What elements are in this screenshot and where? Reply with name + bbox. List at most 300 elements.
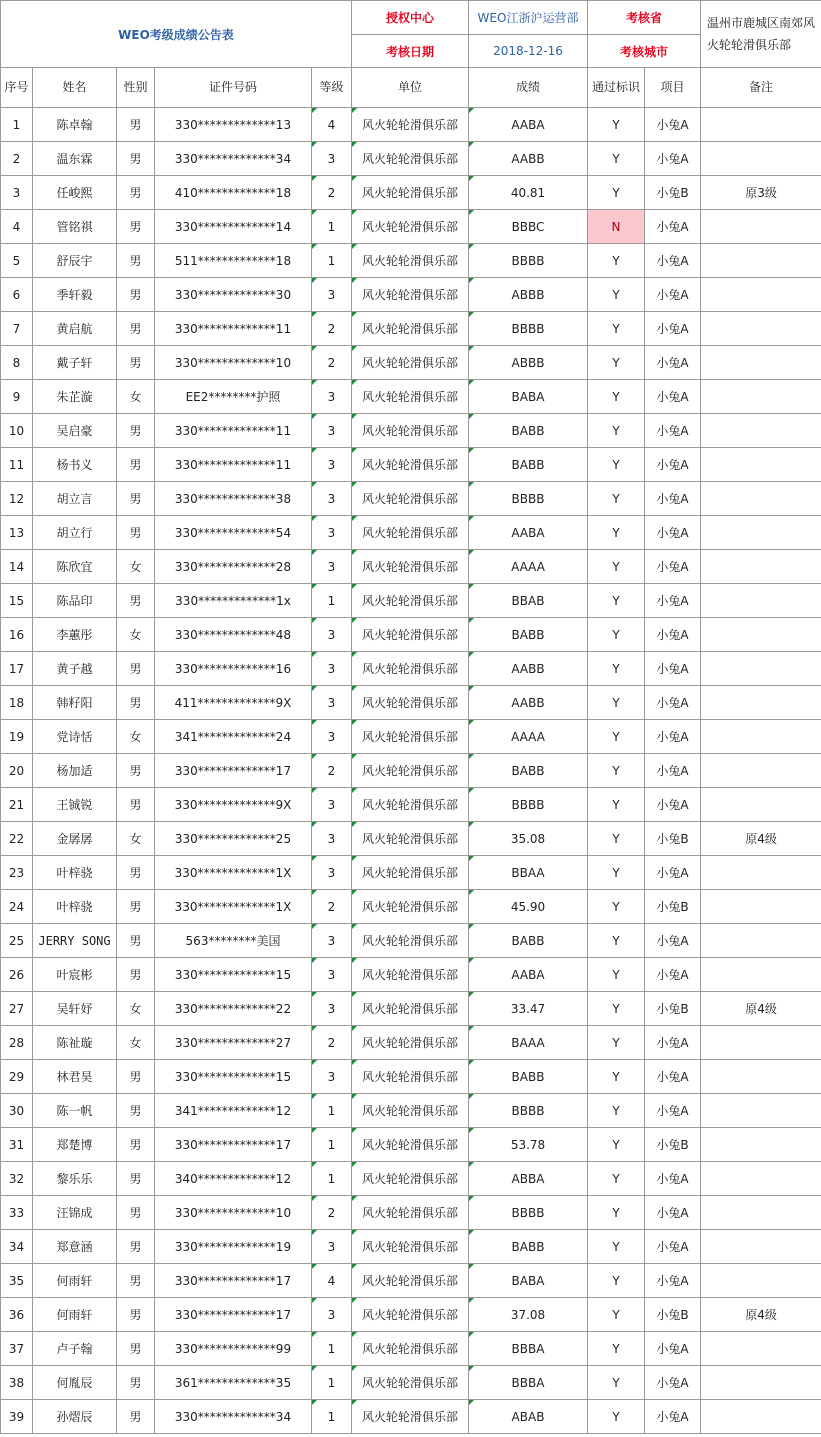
cell-note — [701, 788, 821, 822]
cell-name: 胡立言 — [33, 482, 117, 516]
cell-id: 330*************54 — [155, 516, 312, 550]
cell-name: 杨加适 — [33, 754, 117, 788]
cell-score: 33.47 — [469, 992, 588, 1026]
cell-no: 39 — [1, 1400, 33, 1434]
cell-no: 24 — [1, 890, 33, 924]
cell-id: 330*************30 — [155, 278, 312, 312]
cell-pass: Y — [588, 1264, 645, 1298]
cell-id: 330*************38 — [155, 482, 312, 516]
cell-score: BABB — [469, 618, 588, 652]
cell-sex: 男 — [117, 924, 155, 958]
table-row — [1, 210, 821, 244]
cell-name: 胡立行 — [33, 516, 117, 550]
cell-level: 1 — [312, 210, 352, 244]
cell-score: BABB — [469, 1060, 588, 1094]
cell-name: 管铭祺 — [33, 210, 117, 244]
cell-sex: 男 — [117, 1128, 155, 1162]
cell-id: 330*************9X — [155, 788, 312, 822]
cell-pass: Y — [588, 992, 645, 1026]
cell-no: 33 — [1, 1196, 33, 1230]
cell-unit: 风火轮轮滑俱乐部 — [352, 516, 469, 550]
cell-unit: 风火轮轮滑俱乐部 — [352, 992, 469, 1026]
cell-level: 3 — [312, 1298, 352, 1332]
cell-sex: 男 — [117, 1196, 155, 1230]
cell-score: AABB — [469, 142, 588, 176]
cell-id: 330*************17 — [155, 1298, 312, 1332]
cell-id: 410*************18 — [155, 176, 312, 210]
cell-unit: 风火轮轮滑俱乐部 — [352, 618, 469, 652]
cell-pass: Y — [588, 958, 645, 992]
cell-unit: 风火轮轮滑俱乐部 — [352, 958, 469, 992]
cell-item: 小兔A — [645, 652, 701, 686]
cell-unit: 风火轮轮滑俱乐部 — [352, 414, 469, 448]
cell-level: 3 — [312, 516, 352, 550]
table-row — [1, 516, 821, 550]
cell-note: 原3级 — [701, 176, 821, 210]
cell-sex: 女 — [117, 822, 155, 856]
cell-no: 35 — [1, 1264, 33, 1298]
cell-id: 330*************11 — [155, 312, 312, 346]
cell-level: 3 — [312, 618, 352, 652]
cell-id: 330*************15 — [155, 958, 312, 992]
cell-name: 何雨轩 — [33, 1264, 117, 1298]
cell-no: 26 — [1, 958, 33, 992]
cell-name: 李蕙彤 — [33, 618, 117, 652]
cell-pass: Y — [588, 550, 645, 584]
cell-id: 341*************12 — [155, 1094, 312, 1128]
cell-level: 3 — [312, 686, 352, 720]
cell-pass: Y — [588, 1298, 645, 1332]
cell-score: BAAA — [469, 1026, 588, 1060]
header-row-1 — [1, 1, 821, 35]
cell-note — [701, 1230, 821, 1264]
cell-name: 陈品印 — [33, 584, 117, 618]
cell-item: 小兔A — [645, 1264, 701, 1298]
cell-item: 小兔A — [645, 550, 701, 584]
cell-name: 吴轩妤 — [33, 992, 117, 1026]
cell-note — [701, 1400, 821, 1434]
cell-name: 陈一帆 — [33, 1094, 117, 1128]
cell-item: 小兔A — [645, 210, 701, 244]
cell-no: 2 — [1, 142, 33, 176]
cell-id: 411*************9X — [155, 686, 312, 720]
cell-id: 330*************1X — [155, 890, 312, 924]
cell-sex: 男 — [117, 686, 155, 720]
cell-sex: 男 — [117, 1230, 155, 1264]
cell-pass: Y — [588, 856, 645, 890]
cell-pass: Y — [588, 142, 645, 176]
cell-id: 330*************1X — [155, 856, 312, 890]
cell-note — [701, 1196, 821, 1230]
cell-name: 陈祉璇 — [33, 1026, 117, 1060]
table-row — [1, 1196, 821, 1230]
table-row — [1, 754, 821, 788]
cell-note — [701, 924, 821, 958]
cell-name: 郑意涵 — [33, 1230, 117, 1264]
cell-name: 何雨轩 — [33, 1298, 117, 1332]
cell-unit: 风火轮轮滑俱乐部 — [352, 584, 469, 618]
cell-id: 511*************18 — [155, 244, 312, 278]
cell-no: 38 — [1, 1366, 33, 1400]
auth-center-label: 授权中心 — [352, 1, 469, 35]
cell-item: 小兔A — [645, 1196, 701, 1230]
cell-note — [701, 1264, 821, 1298]
cell-score: BBBC — [469, 210, 588, 244]
cell-score: AABA — [469, 108, 588, 142]
cell-unit: 风火轮轮滑俱乐部 — [352, 108, 469, 142]
cell-level: 3 — [312, 958, 352, 992]
cell-sex: 男 — [117, 414, 155, 448]
province-label: 考核省 — [588, 1, 701, 35]
cell-level: 1 — [312, 1400, 352, 1434]
col-header-item: 项目 — [645, 68, 701, 108]
cell-id: 330*************16 — [155, 652, 312, 686]
cell-score: 45.90 — [469, 890, 588, 924]
page-title: WEO考级成绩公告表 — [1, 1, 352, 68]
cell-name: 季轩毅 — [33, 278, 117, 312]
cell-id: EE2********护照 — [155, 380, 312, 414]
cell-pass: Y — [588, 244, 645, 278]
cell-level: 3 — [312, 142, 352, 176]
cell-pass: Y — [588, 414, 645, 448]
cell-id: 330*************34 — [155, 142, 312, 176]
cell-sex: 男 — [117, 1366, 155, 1400]
city-label: 考核城市 — [588, 35, 701, 68]
col-header-pass: 通过标识 — [588, 68, 645, 108]
cell-score: ABBB — [469, 346, 588, 380]
cell-name: 陈欣宜 — [33, 550, 117, 584]
cell-pass: N — [588, 210, 645, 244]
cell-pass: Y — [588, 1094, 645, 1128]
cell-score: BABB — [469, 448, 588, 482]
cell-score: BBBB — [469, 312, 588, 346]
cell-unit: 风火轮轮滑俱乐部 — [352, 1026, 469, 1060]
cell-id: 330*************1x — [155, 584, 312, 618]
cell-score: BBBB — [469, 482, 588, 516]
cell-score: BABB — [469, 924, 588, 958]
cell-item: 小兔A — [645, 448, 701, 482]
cell-no: 1 — [1, 108, 33, 142]
cell-sex: 男 — [117, 754, 155, 788]
cell-item: 小兔B — [645, 890, 701, 924]
cell-no: 6 — [1, 278, 33, 312]
cell-level: 2 — [312, 890, 352, 924]
cell-score: BABA — [469, 1264, 588, 1298]
cell-item: 小兔A — [645, 244, 701, 278]
cell-item: 小兔A — [645, 584, 701, 618]
cell-pass: Y — [588, 1366, 645, 1400]
cell-pass: Y — [588, 1128, 645, 1162]
cell-no: 21 — [1, 788, 33, 822]
table-row — [1, 856, 821, 890]
table-row — [1, 312, 821, 346]
cell-no: 18 — [1, 686, 33, 720]
cell-sex: 男 — [117, 244, 155, 278]
cell-note — [701, 686, 821, 720]
table-row — [1, 890, 821, 924]
cell-note — [701, 244, 821, 278]
table-row — [1, 1060, 821, 1094]
cell-unit: 风火轮轮滑俱乐部 — [352, 856, 469, 890]
cell-pass: Y — [588, 686, 645, 720]
cell-unit: 风火轮轮滑俱乐部 — [352, 1400, 469, 1434]
table-row — [1, 278, 821, 312]
cell-item: 小兔B — [645, 992, 701, 1026]
cell-note — [701, 720, 821, 754]
cell-note — [701, 958, 821, 992]
cell-level: 1 — [312, 1128, 352, 1162]
cell-level: 1 — [312, 1162, 352, 1196]
cell-sex: 女 — [117, 1026, 155, 1060]
cell-name: 黄子越 — [33, 652, 117, 686]
cell-id: 330*************11 — [155, 414, 312, 448]
cell-level: 3 — [312, 482, 352, 516]
cell-unit: 风火轮轮滑俱乐部 — [352, 1332, 469, 1366]
table-row — [1, 992, 821, 1026]
cell-item: 小兔A — [645, 380, 701, 414]
table-row — [1, 414, 821, 448]
cell-score: AAAA — [469, 550, 588, 584]
col-header-level: 等级 — [312, 68, 352, 108]
cell-note — [701, 1332, 821, 1366]
cell-item: 小兔A — [645, 1162, 701, 1196]
cell-note — [701, 312, 821, 346]
cell-id: 341*************24 — [155, 720, 312, 754]
cell-name: 叶梓骁 — [33, 890, 117, 924]
cell-item: 小兔A — [645, 414, 701, 448]
cell-no: 30 — [1, 1094, 33, 1128]
cell-sex: 女 — [117, 618, 155, 652]
cell-item: 小兔A — [645, 1400, 701, 1434]
cell-pass: Y — [588, 1060, 645, 1094]
cell-note: 原4级 — [701, 992, 821, 1026]
cell-pass: Y — [588, 584, 645, 618]
cell-score: BABB — [469, 754, 588, 788]
cell-no: 10 — [1, 414, 33, 448]
cell-item: 小兔A — [645, 278, 701, 312]
cell-note — [701, 346, 821, 380]
cell-no: 16 — [1, 618, 33, 652]
cell-pass: Y — [588, 924, 645, 958]
cell-name: 温东霖 — [33, 142, 117, 176]
cell-level: 2 — [312, 754, 352, 788]
cell-level: 1 — [312, 584, 352, 618]
cell-no: 34 — [1, 1230, 33, 1264]
cell-sex: 男 — [117, 1264, 155, 1298]
cell-unit: 风火轮轮滑俱乐部 — [352, 720, 469, 754]
location-value: 温州市鹿城区南郊风火轮轮滑俱乐部 — [701, 1, 821, 68]
cell-level: 1 — [312, 1366, 352, 1400]
cell-no: 14 — [1, 550, 33, 584]
cell-name: 何胤辰 — [33, 1366, 117, 1400]
col-header-note: 备注 — [701, 68, 821, 108]
table-row — [1, 346, 821, 380]
cell-sex: 男 — [117, 1400, 155, 1434]
table-row — [1, 1094, 821, 1128]
cell-no: 20 — [1, 754, 33, 788]
table-row — [1, 448, 821, 482]
cell-unit: 风火轮轮滑俱乐部 — [352, 652, 469, 686]
cell-level: 3 — [312, 380, 352, 414]
cell-name: 任峻熙 — [33, 176, 117, 210]
cell-level: 1 — [312, 1332, 352, 1366]
cell-level: 3 — [312, 720, 352, 754]
cell-id: 330*************10 — [155, 1196, 312, 1230]
cell-pass: Y — [588, 482, 645, 516]
table-row — [1, 822, 821, 856]
col-header-name: 姓名 — [33, 68, 117, 108]
cell-item: 小兔A — [645, 108, 701, 142]
cell-note — [701, 1366, 821, 1400]
cell-sex: 男 — [117, 1094, 155, 1128]
cell-sex: 男 — [117, 890, 155, 924]
cell-sex: 男 — [117, 278, 155, 312]
cell-name: 杨书义 — [33, 448, 117, 482]
cell-name: 陈卓翰 — [33, 108, 117, 142]
cell-item: 小兔A — [645, 686, 701, 720]
table-row — [1, 1264, 821, 1298]
cell-name: 汪锦成 — [33, 1196, 117, 1230]
cell-note — [701, 142, 821, 176]
cell-score: AAAA — [469, 720, 588, 754]
cell-level: 3 — [312, 788, 352, 822]
cell-id: 330*************48 — [155, 618, 312, 652]
table-row — [1, 1230, 821, 1264]
cell-score: BBBB — [469, 1094, 588, 1128]
table-row — [1, 924, 821, 958]
cell-level: 3 — [312, 550, 352, 584]
cell-id: 330*************22 — [155, 992, 312, 1026]
cell-score: BBAA — [469, 856, 588, 890]
auth-center-value: WEO江浙沪运营部 — [469, 1, 588, 35]
cell-note — [701, 278, 821, 312]
exam-date-label: 考核日期 — [352, 35, 469, 68]
cell-item: 小兔A — [645, 312, 701, 346]
cell-name: 叶梓骁 — [33, 856, 117, 890]
cell-id: 563********美国 — [155, 924, 312, 958]
cell-unit: 风火轮轮滑俱乐部 — [352, 550, 469, 584]
cell-sex: 男 — [117, 1298, 155, 1332]
cell-sex: 男 — [117, 958, 155, 992]
cell-pass: Y — [588, 1162, 645, 1196]
cell-level: 3 — [312, 278, 352, 312]
cell-no: 17 — [1, 652, 33, 686]
cell-sex: 女 — [117, 992, 155, 1026]
cell-level: 2 — [312, 1026, 352, 1060]
cell-unit: 风火轮轮滑俱乐部 — [352, 1366, 469, 1400]
cell-item: 小兔A — [645, 788, 701, 822]
cell-unit: 风火轮轮滑俱乐部 — [352, 210, 469, 244]
cell-level: 3 — [312, 992, 352, 1026]
table-row — [1, 652, 821, 686]
cell-unit: 风火轮轮滑俱乐部 — [352, 482, 469, 516]
cell-unit: 风火轮轮滑俱乐部 — [352, 788, 469, 822]
cell-unit: 风火轮轮滑俱乐部 — [352, 1162, 469, 1196]
cell-no: 5 — [1, 244, 33, 278]
cell-score: BBBB — [469, 1196, 588, 1230]
cell-no: 11 — [1, 448, 33, 482]
cell-unit: 风火轮轮滑俱乐部 — [352, 924, 469, 958]
cell-score: 35.08 — [469, 822, 588, 856]
cell-name: 郑楚博 — [33, 1128, 117, 1162]
table-row — [1, 1400, 821, 1434]
cell-sex: 男 — [117, 346, 155, 380]
cell-score: BABA — [469, 380, 588, 414]
column-header-row — [1, 68, 821, 108]
cell-score: AABA — [469, 516, 588, 550]
cell-level: 3 — [312, 822, 352, 856]
cell-note — [701, 448, 821, 482]
cell-level: 3 — [312, 1060, 352, 1094]
cell-pass: Y — [588, 1332, 645, 1366]
cell-note — [701, 414, 821, 448]
cell-sex: 男 — [117, 1332, 155, 1366]
col-header-no: 序号 — [1, 68, 33, 108]
cell-score: AABB — [469, 686, 588, 720]
cell-score: BBBB — [469, 244, 588, 278]
cell-sex: 女 — [117, 380, 155, 414]
table-row — [1, 1026, 821, 1060]
cell-item: 小兔A — [645, 516, 701, 550]
cell-level: 4 — [312, 108, 352, 142]
cell-item: 小兔A — [645, 1230, 701, 1264]
cell-level: 3 — [312, 856, 352, 890]
cell-pass: Y — [588, 1400, 645, 1434]
cell-no: 13 — [1, 516, 33, 550]
cell-no: 3 — [1, 176, 33, 210]
cell-level: 2 — [312, 176, 352, 210]
cell-level: 2 — [312, 346, 352, 380]
cell-sex: 男 — [117, 788, 155, 822]
cell-level: 2 — [312, 312, 352, 346]
cell-note — [701, 108, 821, 142]
cell-note — [701, 584, 821, 618]
cell-name: 党诗恬 — [33, 720, 117, 754]
cell-sex: 女 — [117, 550, 155, 584]
cell-sex: 男 — [117, 312, 155, 346]
cell-note — [701, 618, 821, 652]
cell-unit: 风火轮轮滑俱乐部 — [352, 1128, 469, 1162]
table-row — [1, 1162, 821, 1196]
cell-unit: 风火轮轮滑俱乐部 — [352, 278, 469, 312]
table-row — [1, 108, 821, 142]
cell-score: ABBA — [469, 1162, 588, 1196]
cell-score: 53.78 — [469, 1128, 588, 1162]
cell-name: 戴子轩 — [33, 346, 117, 380]
cell-sex: 男 — [117, 584, 155, 618]
cell-item: 小兔A — [645, 720, 701, 754]
cell-name: 林君昊 — [33, 1060, 117, 1094]
cell-unit: 风火轮轮滑俱乐部 — [352, 346, 469, 380]
cell-pass: Y — [588, 652, 645, 686]
cell-item: 小兔A — [645, 346, 701, 380]
cell-note: 原4级 — [701, 1298, 821, 1332]
cell-item: 小兔B — [645, 1298, 701, 1332]
cell-id: 361*************35 — [155, 1366, 312, 1400]
table-row — [1, 958, 821, 992]
cell-no: 19 — [1, 720, 33, 754]
cell-no: 8 — [1, 346, 33, 380]
table-row — [1, 550, 821, 584]
cell-item: 小兔A — [645, 1332, 701, 1366]
cell-score: BBAB — [469, 584, 588, 618]
cell-unit: 风火轮轮滑俱乐部 — [352, 1298, 469, 1332]
cell-name: 舒辰宇 — [33, 244, 117, 278]
cell-note — [701, 754, 821, 788]
cell-id: 330*************28 — [155, 550, 312, 584]
cell-name: 黎乐乐 — [33, 1162, 117, 1196]
exam-date-value: 2018-12-16 — [469, 35, 588, 68]
